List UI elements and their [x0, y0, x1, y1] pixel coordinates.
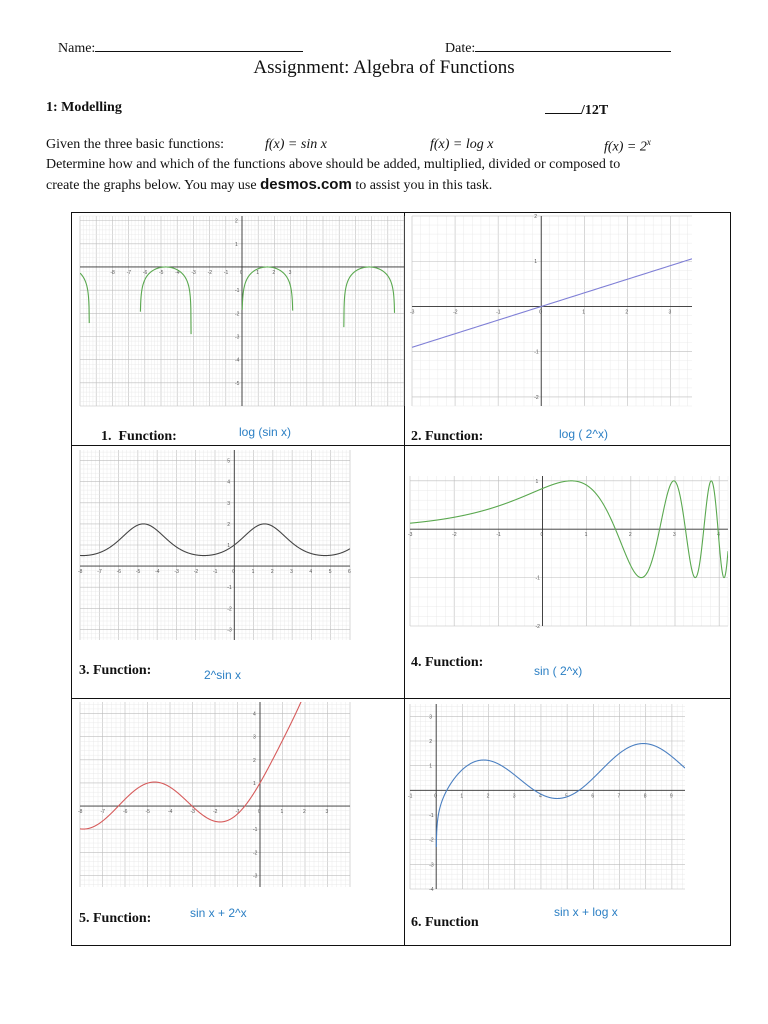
x-tick-label: -5: [135, 569, 141, 576]
x-tick-label: 6: [348, 569, 351, 576]
x-tick-label: -3: [410, 309, 415, 316]
x-tick-label: -5: [145, 809, 150, 816]
x-tick-label: 9: [669, 793, 673, 800]
x-tick-label: -2: [193, 569, 199, 576]
graph-6: [408, 704, 685, 893]
graph-4: [408, 476, 728, 630]
y-tick-label: 1: [253, 780, 256, 787]
x-tick-label: -2: [452, 532, 457, 539]
y-tick-label: 1: [535, 478, 539, 485]
graph-1: [80, 216, 404, 406]
y-tick-label: 4: [253, 711, 256, 718]
x-tick-label: 2: [272, 269, 276, 276]
x-tick-label: 0: [240, 269, 243, 276]
cell-4-label: 4. Function:: [411, 655, 484, 670]
instruction-line-2-post: to assist you in this task.: [355, 178, 493, 193]
cell-5-label: 5. Function:: [79, 911, 152, 926]
x-tick-label: 0: [232, 569, 236, 576]
x-tick-label: -2: [207, 269, 213, 276]
y-tick-label: 5: [227, 458, 231, 465]
instruction-line-1: Determine how and which of the functions above should be added, multiplied, divided or composed to: [46, 157, 621, 172]
y-tick-label: -1: [235, 288, 240, 295]
x-tick-label: 5: [565, 793, 568, 800]
y-tick-label: 2: [534, 214, 538, 220]
cell-1-label: [101, 429, 177, 445]
x-tick-label: 3: [512, 793, 516, 800]
y-tick-label: -2: [227, 606, 232, 613]
graph-3: [80, 450, 350, 640]
x-tick-label: -6: [142, 269, 148, 276]
y-tick-label: -3: [253, 873, 258, 880]
x-tick-label: 3: [290, 569, 293, 576]
y-tick-label: 2: [235, 218, 238, 225]
score-blank-line[interactable]: [545, 100, 581, 114]
x-tick-label: 3: [673, 532, 676, 539]
date-label: Date:: [445, 41, 476, 56]
x-tick-label: 4: [538, 793, 542, 800]
cell-4-answer: sin ( 2^x): [534, 664, 583, 678]
x-tick-label: 3: [325, 809, 329, 816]
x-tick-label: 3: [288, 269, 292, 276]
x-tick-label: -1: [496, 309, 501, 316]
x-tick-label: -8: [78, 569, 83, 576]
y-tick-label: 1: [235, 241, 238, 248]
function-log: f(x) = log x: [430, 137, 494, 152]
y-tick-label: 1: [227, 543, 231, 549]
table-row-divider-1: [71, 445, 731, 446]
y-tick-label: -2: [235, 311, 240, 318]
x-tick-label: 7: [617, 793, 621, 800]
x-tick-label: -7: [97, 569, 102, 576]
y-tick-label: 1: [429, 763, 432, 770]
cell-2-answer: log ( 2^x): [559, 427, 608, 441]
x-tick-label: 1: [280, 809, 284, 816]
instruction-line-2-pre: create the graphs below. You may use: [46, 178, 257, 193]
x-tick-label: -8: [78, 809, 83, 816]
x-tick-label: -3: [190, 809, 195, 816]
x-tick-label: -7: [126, 269, 132, 276]
x-tick-label: 1: [584, 532, 588, 539]
y-tick-label: 4: [227, 479, 231, 486]
function-sin: f(x) = sin x: [265, 137, 327, 152]
y-tick-label: 1: [534, 259, 538, 266]
cell-1-number: 1.: [101, 429, 112, 444]
given-text: Given the three basic functions:: [46, 137, 225, 152]
name-blank-line[interactable]: [95, 38, 303, 52]
table-row-divider-2: [71, 698, 731, 699]
y-tick-label: -4: [429, 887, 434, 893]
x-tick-label: -6: [123, 809, 128, 816]
x-tick-label: 3: [668, 309, 672, 316]
x-tick-label: -2: [453, 309, 458, 316]
x-tick-label: -3: [174, 569, 179, 576]
x-tick-label: 4: [717, 532, 720, 539]
x-tick-label: 6: [591, 793, 595, 800]
y-tick-label: -1: [253, 827, 258, 834]
x-tick-label: 4: [309, 569, 313, 576]
x-tick-label: -1: [213, 569, 218, 576]
x-tick-label: 1: [460, 793, 464, 800]
function-curve: [80, 267, 395, 334]
date-blank-line[interactable]: [475, 38, 671, 52]
x-tick-label: 0: [258, 809, 261, 816]
y-tick-label: -4: [235, 357, 240, 364]
x-tick-label: -4: [155, 569, 160, 576]
name-field[interactable]: [58, 38, 303, 57]
x-tick-label: -3: [191, 269, 196, 276]
cell-3-label: 3. Function:: [79, 663, 152, 678]
x-tick-label: 1: [582, 309, 586, 316]
cell-3-answer: 2^sin x: [204, 668, 241, 682]
cell-6-label: 6. Function: [411, 915, 479, 930]
instruction-line-2: [46, 176, 492, 194]
x-tick-label: 2: [270, 569, 274, 576]
x-tick-label: 1: [251, 569, 255, 576]
x-tick-label: -2: [213, 809, 218, 816]
y-tick-label: 2: [253, 757, 256, 764]
date-field[interactable]: [445, 38, 671, 57]
x-tick-label: 0: [540, 532, 544, 539]
y-tick-label: 3: [227, 500, 231, 507]
graph-5: [80, 702, 350, 887]
function-exp-power: x: [646, 137, 651, 147]
cell-2-label: 2. Function:: [411, 429, 484, 444]
y-tick-label: -1: [429, 813, 434, 819]
x-tick-label: -3: [408, 532, 413, 539]
x-tick-label: -4: [168, 809, 173, 816]
cell-1-function-label: Function:: [118, 429, 177, 444]
y-tick-label: 3: [253, 734, 256, 741]
y-tick-label: 2: [227, 521, 231, 528]
x-tick-label: -5: [159, 269, 164, 276]
y-tick-label: 2: [429, 739, 432, 745]
y-tick-label: -3: [235, 334, 240, 341]
section-heading: 1: Modelling: [46, 100, 122, 115]
desmos-link[interactable]: desmos.com: [260, 176, 352, 193]
y-tick-label: -1: [535, 575, 540, 582]
cell-5-answer: sin x + 2^x: [190, 906, 247, 920]
x-tick-label: -1: [496, 532, 501, 539]
x-tick-label: 0: [434, 793, 437, 800]
name-label: Name:: [58, 41, 96, 56]
y-tick-label: -3: [429, 862, 434, 869]
y-tick-label: -2: [534, 394, 539, 401]
y-tick-label: -3: [227, 627, 232, 634]
y-tick-label: 3: [429, 714, 432, 721]
graph-2: [412, 216, 692, 406]
score-total: /12T: [581, 103, 609, 118]
x-tick-label: 2: [628, 532, 632, 539]
y-tick-label: -2: [429, 837, 434, 844]
y-tick-label: -2: [253, 850, 258, 857]
y-tick-label: -2: [535, 624, 540, 630]
y-tick-label: -1: [227, 585, 232, 592]
x-tick-label: -8: [110, 269, 115, 276]
function-exp: [604, 137, 651, 156]
x-tick-label: -1: [223, 269, 229, 276]
x-tick-label: -1: [408, 793, 413, 800]
x-tick-label: -1: [235, 809, 240, 816]
x-tick-label: 2: [486, 793, 490, 800]
cell-6-answer: sin x + log x: [554, 905, 618, 919]
x-tick-label: 1: [256, 269, 259, 276]
y-tick-label: -5: [235, 380, 240, 387]
x-tick-label: 0: [539, 309, 543, 316]
x-tick-label: 2: [625, 309, 629, 316]
x-tick-label: 8: [643, 793, 647, 800]
x-tick-label: -6: [116, 569, 122, 576]
x-tick-label: 2: [303, 809, 306, 816]
page-title: Assignment: Algebra of Functions: [253, 57, 515, 78]
x-tick-label: -4: [175, 269, 180, 276]
cell-1-answer: log (sin x): [239, 425, 292, 439]
x-tick-label: -7: [100, 809, 105, 816]
score-field: [545, 100, 608, 119]
y-tick-label: -1: [534, 349, 539, 356]
function-curve: [412, 259, 692, 348]
function-exp-base: f(x) = 2: [604, 139, 647, 155]
x-tick-label: 5: [328, 569, 332, 576]
